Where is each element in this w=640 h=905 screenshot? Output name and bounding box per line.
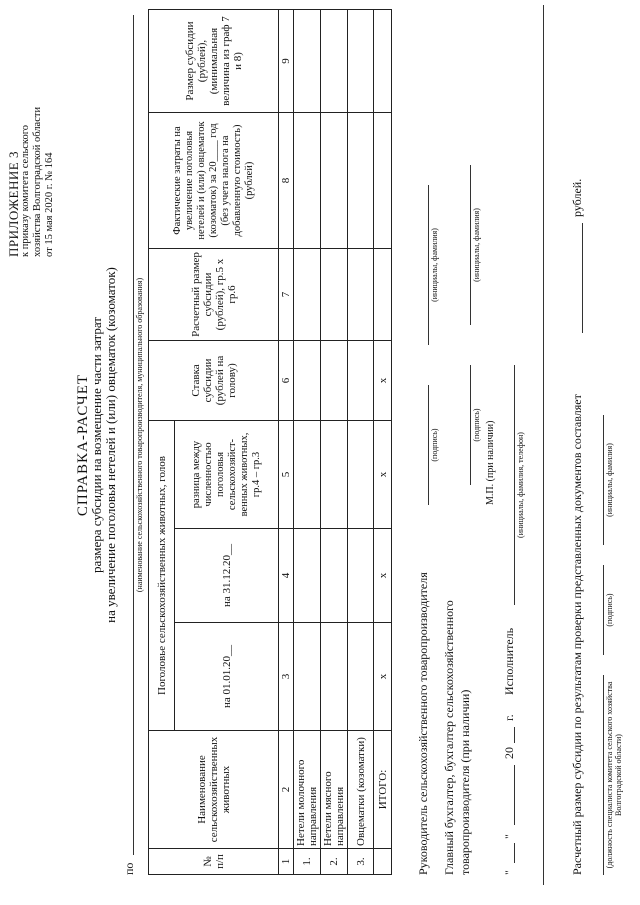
head-sign-line[interactable]	[428, 385, 429, 505]
row-name: Нетели молочного направления	[294, 731, 321, 849]
po-underline	[133, 15, 134, 855]
total-mark: x	[374, 529, 392, 623]
table-header-row	[149, 10, 175, 875]
title-main: СПРАВКА-РАСЧЕТ	[75, 373, 91, 517]
column-number-row	[279, 10, 294, 875]
header-num: № п/п	[149, 849, 279, 875]
appendix-line: к приказу комитета сельского	[20, 124, 31, 257]
row-num: 1.	[294, 849, 321, 875]
date-year-line[interactable]	[514, 727, 515, 743]
cell-empty[interactable]	[348, 529, 374, 623]
column-number: 6	[279, 341, 294, 421]
title-line: размера субсидии на возмещение части затрат	[89, 317, 104, 573]
total-mark: x	[374, 341, 392, 421]
header-start-date: на 01.01.20__	[175, 623, 279, 731]
cell-empty[interactable]	[294, 113, 321, 249]
executor-caption: (инициалы, фамилия, телефон)	[516, 432, 525, 538]
date-g: г.	[502, 714, 516, 721]
sign-caption: (подпись)	[472, 408, 481, 442]
column-number: 7	[279, 249, 294, 341]
cell-empty[interactable]	[348, 421, 374, 529]
cell-empty[interactable]	[321, 421, 348, 529]
cell-empty[interactable]	[348, 249, 374, 341]
header-actual-costs: Фактические затраты на увеличение поголовья нетелей и (или) овцематок (козоматок) за 20____ год (без учета налога на добавленную стоимость) (рублей)	[149, 113, 279, 249]
total-mark: x	[374, 421, 392, 529]
date-day-line[interactable]	[514, 843, 515, 863]
cell-empty[interactable]	[321, 113, 348, 249]
result-initials-line[interactable]	[603, 415, 604, 545]
cell-empty[interactable]	[348, 341, 374, 421]
accountant-label-1: Главный бухгалтер, бухгалтер сельскохозяйственного	[442, 600, 456, 875]
po-label: по	[122, 862, 136, 875]
position-line[interactable]	[603, 675, 604, 875]
initials-caption: (инициалы, фамилия)	[472, 208, 481, 282]
header-difference: разница между численностью поголовья сельскохозяйст-венных животных, гр.4 – гр.3	[175, 421, 279, 529]
cell-empty[interactable]	[321, 623, 348, 731]
accountant-label-2: товаропроизводителя (при наличии)	[458, 689, 472, 875]
appendix-line: хозяйства Волгоградской области	[32, 106, 43, 257]
date-quote-close: "	[502, 834, 516, 839]
date-quote-open: "	[502, 870, 516, 875]
date-month-line[interactable]	[514, 765, 515, 825]
appendix-block	[8, 17, 56, 257]
cell-empty[interactable]	[294, 529, 321, 623]
header-name: Наименование сельскохозяйственных животных	[149, 731, 279, 849]
table-row	[348, 10, 374, 875]
column-number: 9	[279, 10, 294, 113]
cell-empty[interactable]	[348, 623, 374, 731]
cell-empty[interactable]	[321, 529, 348, 623]
header-calc-subsidy: Расчетный размер субсидии (рублей), гр.5 х гр.6	[149, 249, 279, 341]
column-number: 1	[279, 849, 294, 875]
sign-caption: (подпись)	[605, 593, 614, 627]
total-mark: x	[374, 623, 392, 731]
result-amount-line[interactable]	[582, 223, 583, 333]
column-number: 2	[279, 731, 294, 849]
cell-empty[interactable]	[374, 10, 392, 113]
header-livestock-group: Поголовье сельскохозяйственных животных, голов	[149, 421, 175, 731]
column-number: 4	[279, 529, 294, 623]
table-row	[321, 10, 348, 875]
stamp-label: М.П. (при наличии)	[485, 420, 496, 505]
divider	[543, 5, 544, 885]
cell-empty[interactable]	[374, 113, 392, 249]
row-num: 2.	[321, 849, 348, 875]
result-text: Расчетный размер субсидии по результатам проверки представленных документов составляет	[570, 394, 584, 875]
header-subsidy: Размер субсидии (рублей), (минимальная величина из граф 7 и 8)	[149, 10, 279, 113]
row-name: Нетели мясного направления	[321, 731, 348, 849]
accountant-initials-line[interactable]	[470, 165, 471, 325]
row-name: Овцематки (козоматки)	[348, 731, 374, 849]
head-initials-line[interactable]	[428, 185, 429, 345]
result-unit: рублей.	[570, 178, 584, 217]
document-title	[76, 125, 118, 765]
header-rate: Ставка субсидии (рублей на голову)	[149, 341, 279, 421]
po-caption: (наименование сельскохозяйственного товаропроизводителя, муниципального образования)	[135, 277, 144, 593]
cell-empty[interactable]	[348, 10, 374, 113]
header-end-date: на 31.12.20__	[175, 529, 279, 623]
position-caption: (должность специалиста комитета сельского хозяйства Волгоградской области)	[605, 681, 623, 869]
cell-empty[interactable]	[374, 249, 392, 341]
table-row	[294, 10, 321, 875]
cell-empty[interactable]	[321, 10, 348, 113]
cell-empty	[374, 849, 392, 875]
head-signature-label: Руководитель сельскохозяйственного товаропроизводителя	[416, 572, 430, 875]
cell-empty[interactable]	[294, 341, 321, 421]
subsidy-table	[148, 9, 392, 875]
column-number: 3	[279, 623, 294, 731]
accountant-sign-line[interactable]	[470, 365, 471, 485]
column-number: 5	[279, 421, 294, 529]
cell-empty[interactable]	[294, 623, 321, 731]
cell-empty[interactable]	[321, 341, 348, 421]
appendix-heading: ПРИЛОЖЕНИЕ 3	[6, 151, 21, 257]
row-num: 3.	[348, 849, 374, 875]
cell-empty[interactable]	[348, 113, 374, 249]
title-line: на увеличение поголовья нетелей и (или) овцематок (козоматок)	[103, 267, 118, 623]
sign-caption: (подпись)	[430, 428, 439, 462]
executor-line[interactable]	[514, 365, 515, 605]
appendix-line: от 15 мая 2020 г. № 164	[44, 152, 55, 257]
initials-caption: (инициалы, фамилия)	[605, 443, 614, 517]
cell-empty[interactable]	[321, 249, 348, 341]
executor-label: Исполнитель	[502, 627, 516, 695]
initials-caption: (инициалы, фамилия)	[430, 228, 439, 302]
cell-empty[interactable]	[294, 421, 321, 529]
cell-empty[interactable]	[294, 249, 321, 341]
date-year: 20	[502, 747, 516, 759]
cell-empty[interactable]	[294, 10, 321, 113]
total-label: ИТОГО:	[374, 731, 392, 849]
total-row	[374, 10, 392, 875]
result-sign-line[interactable]	[603, 565, 604, 655]
column-number: 8	[279, 113, 294, 249]
